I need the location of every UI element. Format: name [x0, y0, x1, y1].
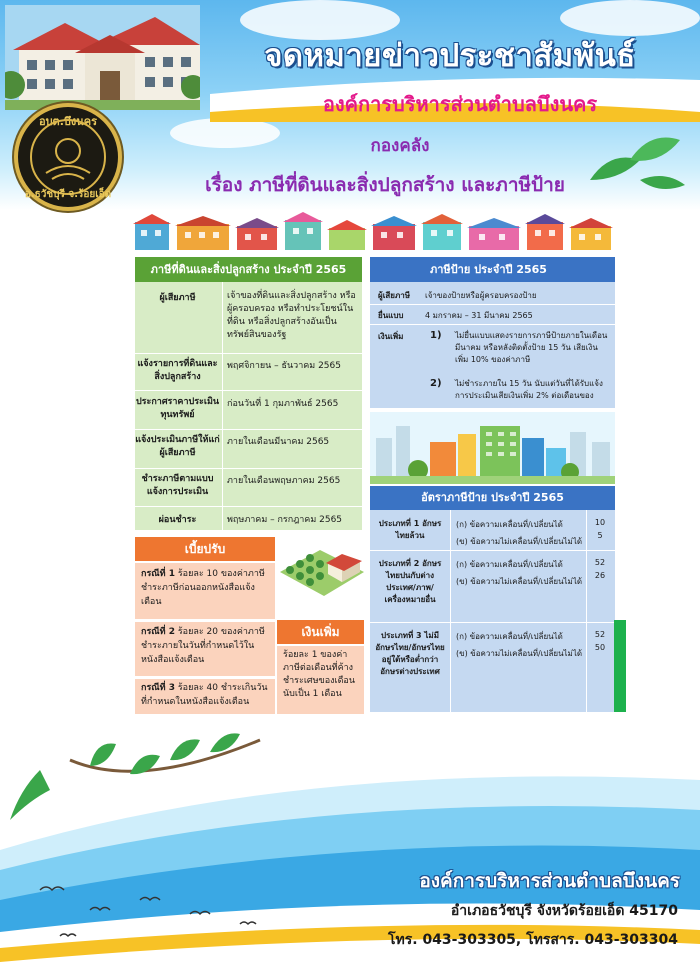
organization-subtitle: องค์การบริหารส่วนตำบลบึงนคร [322, 92, 598, 116]
seal-emblem [30, 119, 106, 195]
rate-type: ประเภทที่ 1 อักษรไทยล้วน [378, 519, 442, 540]
row-label: เงินเพิ่ม [378, 332, 404, 341]
department-label: กองคลัง [370, 136, 430, 156]
houses-illustration [133, 212, 615, 252]
rate-value: 26 [594, 571, 606, 580]
sign-rate-heading: อัตราภาษีป้าย ประจำปี 2565 [370, 486, 615, 510]
row-value: เจ้าของที่ดินและสิ่งปลูกสร้าง หรือผู้ครอบครอง หรือทำประโยชน์ในที่ดิน หรือสิ่งปลูกสร้างอันเป็นทรัพย์สินของรัฐ [227, 291, 356, 340]
list-item [141, 567, 271, 609]
case-label: กรณีที่ 1 [141, 569, 175, 579]
sign-tax-table [370, 282, 615, 408]
row-label: ผู้เสียภาษี [159, 293, 196, 303]
surcharge-text: ร้อยละ 1 ของค่าภาษีต่อเดือนที่ค้างชำระเศษของเดือนนับเป็น 1 เดือน [277, 646, 364, 714]
table-row [135, 473, 362, 503]
table-row [135, 358, 362, 392]
row-value: ภายในเดือนพฤษภาคม 2565 [227, 476, 341, 486]
row-label: ประกาศราคาประเมินทุนทรัพย์ [135, 397, 220, 420]
list-item: ไม่ยื่นแบบแสดงรายการภาษีป้ายภายในเดือนมีนาคม หรือหลังติดตั้งป้าย 15 วัน เสียเงินเพิ่ม 10% ของค่าภาษี [455, 331, 608, 364]
rate-item: (ก) ข้อความเคลื่อนที่/เปลี่ยนได้ [456, 560, 563, 569]
sign-rate-table [370, 510, 615, 712]
city-illustration [370, 412, 615, 484]
footer-contact: โทร. 043-303305, โทรสาร. 043-303304 [387, 932, 678, 948]
row-label: ยื่นแบบ [378, 311, 404, 320]
leaves-decoration [580, 120, 690, 200]
list-number: 1) [430, 330, 442, 341]
house-on-land-image [276, 526, 368, 608]
row-label: แจ้งรายการที่ดินและสิ่งปลูกสร้าง [137, 359, 218, 382]
footer-address: อำเภอธวัชบุรี จังหวัดร้อยเอ็ด 45170 [450, 903, 678, 919]
subject-line: เรื่อง ภาษีที่ดินและสิ่งปลูกสร้าง และภาษีป้าย [205, 174, 565, 196]
rate-item: (ข) ข้อความไม่เคลื่อนที่/เปลี่ยนไม่ได้ [456, 577, 583, 586]
land-tax-table [135, 282, 362, 530]
list-item [141, 625, 271, 667]
list-number: 2) [430, 378, 442, 389]
case-text: ร้อยละ 10 ของค่าภาษี ชำระภาษีก่อนออกหนังสือแจ้งเตือน [141, 569, 265, 607]
row-label: แจ้งประเมินภาษีให้แก่ผู้เสียภาษี [135, 435, 220, 458]
surcharge-heading: เงินเพิ่ม [277, 620, 364, 644]
fines-heading: เบี้ยปรับ [135, 537, 275, 561]
footer-organization: องค์การบริหารส่วนตำบลบึงนคร [419, 870, 680, 892]
rate-type: ประเภทที่ 3 ไม่มีอักษรไทย/อักษรไทยอยู่ใต้หรือต่ำกว่าอักษรต่างประเทศ [375, 631, 445, 676]
row-label: ผู้เสียภาษี [378, 291, 411, 300]
row-value: พฤษภาคม – กรกฎาคม 2565 [227, 515, 343, 525]
rate-value: 10 [594, 518, 606, 527]
row-label: ชำระภาษีตามแบบแจ้งการประเมิน [141, 474, 214, 497]
case-text: ร้อยละ 40 ชำระเกินวันที่กำหนดในหนังสือแจ้งเตือน [141, 683, 268, 707]
sign-tax-heading: ภาษีป้าย ประจำปี 2565 [370, 257, 615, 282]
rate-values [588, 630, 612, 652]
seal-top-text: อบต.บึงนคร [38, 115, 98, 128]
rate-value: 52 [594, 630, 606, 639]
rate-value: 5 [597, 531, 603, 540]
table-row [135, 396, 362, 428]
row-value: พฤศจิกายน – ธันวาคม 2565 [227, 361, 341, 371]
seal-bottom-text: อ.ธวัชบุรี จ.ร้อยเอ็ด [24, 189, 112, 200]
accent-bar [614, 620, 626, 712]
rate-type: ประเภทที่ 2 อักษรไทยปนกับต่างประเทศ/ภาพ/เครื่องหมายอื่น [378, 559, 442, 604]
rate-item: (ข) ข้อความไม่เคลื่อนที่/เปลี่ยนไม่ได้ [456, 649, 583, 658]
row-value: ภายในเดือนมีนาคม 2565 [227, 437, 330, 447]
row-label: ผ่อนชำระ [158, 515, 197, 525]
rate-value: 52 [594, 558, 606, 567]
row-value: 4 มกราคม – 31 มีนาคม 2565 [425, 311, 533, 320]
rate-item: (ข) ข้อความไม่เคลื่อนที่/เปลี่ยนไม่ได้ [456, 537, 583, 546]
rate-values [588, 518, 612, 540]
rate-items [456, 558, 586, 588]
cloud [170, 118, 280, 148]
list-item: ไม่ชำระภายใน 15 วัน นับแต่วันที่ได้รับแจ้งการประเมินเสียเงินเพิ่ม 2% ต่อเดือนของ [455, 379, 603, 400]
case-label: กรณีที่ 3 [141, 683, 175, 693]
fines-list [135, 563, 275, 714]
row-value: เจ้าของป้ายหรือผู้ครอบครองป้าย [425, 291, 537, 300]
rate-items [456, 630, 586, 660]
row-value: ก่อนวันที่ 1 กุมภาพันธ์ 2565 [227, 399, 339, 409]
case-text: ร้อยละ 20 ของค่าภาษี ชำระภายในวันที่กำหนดไว้ในหนังสือแจ้งเตือน [141, 627, 265, 665]
rate-item: (ก) ข้อความเคลื่อนที่/เปลี่ยนได้ [456, 632, 563, 641]
table-row [135, 434, 362, 466]
rate-items [456, 518, 586, 548]
rate-item: (ก) ข้อความเคลื่อนที่/เปลี่ยนได้ [456, 520, 563, 529]
office-building-image [5, 5, 200, 110]
table-row [135, 288, 362, 352]
land-tax-heading: ภาษีที่ดินและสิ่งปลูกสร้าง ประจำปี 2565 [135, 257, 362, 282]
page-title: จดหมายข่าวประชาสัมพันธ์ [264, 38, 636, 74]
case-label: กรณีที่ 2 [141, 627, 175, 637]
rate-values [588, 558, 612, 580]
rate-value: 50 [594, 643, 606, 652]
organization-seal [14, 103, 122, 211]
